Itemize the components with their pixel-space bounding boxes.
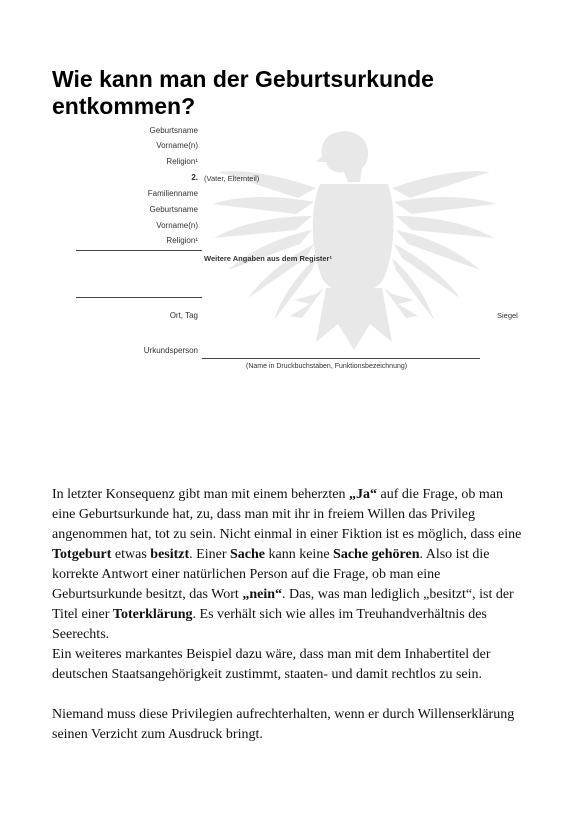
emphasis-text: „nein“ [242, 587, 282, 602]
body-text [52, 485, 528, 745]
text-run: . Das, was man lediglich „besitzt“, ist der Titel einer [52, 587, 514, 622]
form-label-family-name: Familienname [147, 189, 198, 198]
form-label-seal: Siegel [497, 311, 518, 320]
form-section-number: 2. [191, 173, 198, 182]
page-title: Wie kann man der Geburtsurkunde entkommen? [52, 66, 434, 119]
form-label-birth-name: Geburtsname [149, 126, 198, 135]
paragraph-3: Niemand muss diese Privilegien aufrechterhalten, wenn er durch Willenserklärung seinen Verzicht zum Ausdruck bringt. [52, 707, 515, 742]
emphasis-text: besitzt [150, 547, 190, 562]
form-label-parent-first-names: Vorname(n) [156, 221, 198, 230]
form-label-parent-religion: Religion¹ [166, 236, 198, 245]
form-label-official: Urkundsperson [143, 346, 198, 355]
text-run: . Also ist die korrekte Antwort einer natürlichen Person auf die Frage, ob man eine Geburtsurkunde besitzt, das Wort [52, 547, 490, 602]
form-divider [76, 250, 202, 251]
text-run: . Es verhält sich wie alles im Treuhandverhältnis des Seerechts. [52, 607, 487, 642]
form-section-parent-label: (Vater, Elternteil) [204, 174, 260, 183]
form-signature-line [202, 358, 480, 359]
form-label-parent-birth-name: Geburtsname [149, 205, 198, 214]
paragraph-2: Ein weiteres markantes Beispiel dazu wäre, dass man mit dem Inhabertitel der deutschen Staatsangehörigkeit zustimmt, staaten- und damit rechtlos zu sein. [52, 647, 491, 682]
emphasis-text: „Ja“ [349, 487, 378, 502]
text-run: In letzter Konsequenz gibt man mit einem beherzten [52, 487, 350, 502]
eagle-watermark-icon [198, 128, 508, 368]
form-label-first-names: Vorname(n) [156, 141, 198, 150]
paragraph-gap [52, 685, 528, 705]
form-label-religion: Religion¹ [166, 157, 198, 166]
emphasis-text: Totgeburt [52, 547, 112, 562]
emphasis-text: Toterklärung [112, 607, 193, 622]
paragraph-1 [52, 485, 528, 645]
emphasis-text: Sache gehören [333, 547, 420, 562]
text-run: kann keine [265, 547, 334, 562]
form-divider [76, 297, 202, 298]
emphasis-text: Sache [230, 547, 265, 562]
text-run: . Einer [189, 547, 230, 562]
form-official-note: (Name in Druckbuchstaben, Funktionsbezeichnung) [246, 363, 408, 370]
text-run: auf die Frage, ob man eine Geburtsurkunde hat, zu, dass man mit ihr in freiem Willen das Privileg angenommen hat, tot zu sein. Nicht einmal in einer Fiktion ist es möglich, dass eine [52, 487, 522, 542]
form-label-place-date: Ort, Tag [169, 311, 198, 320]
form-register-label: Weitere Angaben aus dem Register¹ [204, 254, 332, 263]
text-run: etwas [111, 547, 151, 562]
